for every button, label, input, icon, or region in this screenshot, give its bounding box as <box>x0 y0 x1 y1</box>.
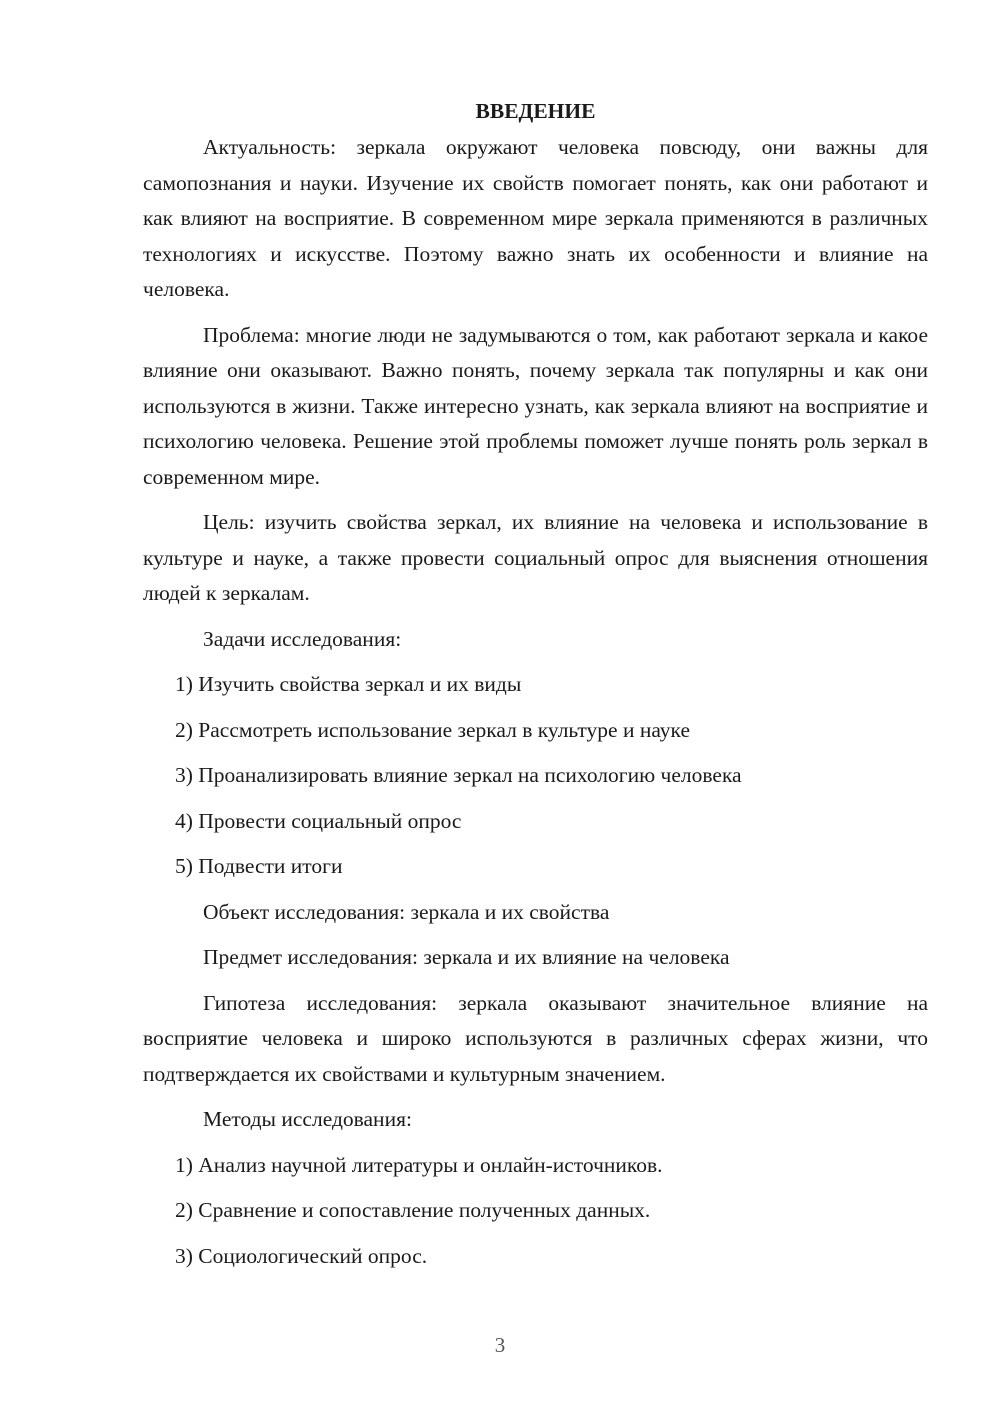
research-subject: Предмет исследования: зеркала и их влияние на человека <box>203 945 730 969</box>
method-item: 2) Сравнение и сопоставление полученных данных. <box>175 1198 651 1222</box>
page-number: 3 <box>494 1333 506 1357</box>
problem-paragraph: Проблема: многие люди не задумываются о том, как работают зеркала и какое влияние они оказывают. Важно понять, почему зеркала так популярны и как они используются в жизни. Также интересно узнать, как зеркала влияют на восприятие и психологию человека. Решение этой проблемы поможет лучше понять роль зеркал в современном мире. <box>143 322 928 489</box>
methods-list <box>143 1148 928 1275</box>
hypothesis-paragraph: Гипотеза исследования: зеркала оказывают значительное влияние на восприятие человека и широко используются в различных сферах жизни, что подтверждается их свойствами и культурным значением. <box>143 990 928 1086</box>
task-item: 3) Проанализировать влияние зеркал на психологию человека <box>175 763 742 787</box>
task-item: 5) Подвести итоги <box>175 854 343 878</box>
method-item: 3) Социологический опрос. <box>175 1243 428 1268</box>
tasks-heading: Задачи исследования: <box>203 626 402 651</box>
research-object: Объект исследования: зеркала и их свойства <box>203 899 610 924</box>
relevance-paragraph: Актуальность: зеркала окружают человека повсюду, они важны для самопознания и науки. Изучение их свойств помогает понять, как они работают и как влияют на восприятие. В современном мире зеркала применяются в различных технологиях и искусстве. Поэтому важно знать их особенности и влияние на человека. <box>143 135 928 301</box>
task-item: 1) Изучить свойства зеркал и их виды <box>175 672 522 696</box>
goal-paragraph: Цель: изучить свойства зеркал, их влияние на человека и использование в культуре и науке, а также провести социальный опрос для выяснения отношения людей к зеркалам. <box>143 510 928 605</box>
task-item: 4) Провести социальный опрос <box>175 808 462 833</box>
document-page <box>143 92 928 1284</box>
method-item: 1) Анализ научной литературы и онлайн-источников. <box>175 1152 663 1177</box>
page-title: ВВЕДЕНИЕ <box>475 99 596 123</box>
task-item: 2) Рассмотреть использование зеркал в культуре и науке <box>175 717 690 742</box>
tasks-list <box>143 667 928 885</box>
methods-heading: Методы исследования: <box>203 1107 412 1131</box>
